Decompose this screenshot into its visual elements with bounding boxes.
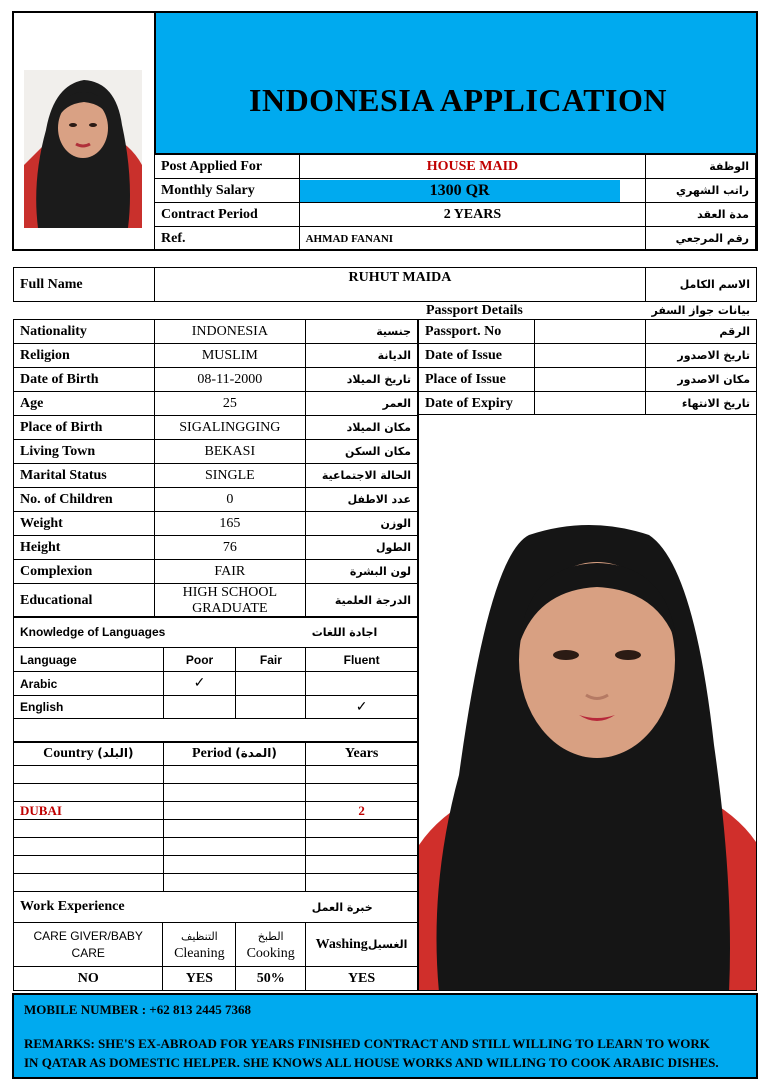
experience-period bbox=[163, 802, 306, 820]
full-name-label-ar: الاسم الكامل bbox=[646, 268, 757, 302]
skills-table bbox=[13, 922, 418, 991]
personal-value: 165 bbox=[154, 512, 306, 536]
experience-years: 2 bbox=[306, 802, 418, 820]
contract-row bbox=[155, 203, 756, 227]
personal-value: BEKASI bbox=[154, 440, 306, 464]
footer-remarks bbox=[12, 993, 758, 1079]
skill-header-cleaning bbox=[163, 923, 236, 967]
experience-years bbox=[306, 856, 418, 874]
experience-country: DUBAI bbox=[14, 802, 164, 820]
mobile-number: MOBILE NUMBER : +62 813 2445 7368 bbox=[24, 1002, 251, 1017]
lang-header-language: Language bbox=[14, 648, 164, 672]
personal-row bbox=[14, 344, 418, 368]
experience-period bbox=[163, 874, 306, 892]
experience-country bbox=[14, 766, 164, 784]
ref-row bbox=[155, 227, 756, 251]
post-value: HOUSE MAID bbox=[299, 155, 646, 179]
personal-label-ar: الحالة الاجتماعية bbox=[306, 464, 418, 488]
post-label-ar: الوظفة bbox=[646, 155, 756, 179]
languages-title: Knowledge of Languages bbox=[14, 617, 306, 648]
lang-name: Arabic bbox=[14, 672, 164, 696]
personal-value: SINGLE bbox=[154, 464, 306, 488]
lang-header-poor: Poor bbox=[163, 648, 236, 672]
experience-row bbox=[14, 874, 418, 892]
personal-row bbox=[14, 320, 418, 344]
experience-row bbox=[14, 802, 418, 820]
experience-country bbox=[14, 874, 164, 892]
skill-washing-ar: الغسيل bbox=[367, 937, 408, 951]
lang-header-fair: Fair bbox=[236, 648, 306, 672]
exp-period-label-ar: (المدة) bbox=[235, 745, 277, 760]
personal-label-ar: الدرجة العلمية bbox=[306, 584, 418, 618]
passport-label-ar: مكان الاصدور bbox=[646, 368, 757, 392]
passport-label-ar: الرقم bbox=[646, 320, 757, 344]
contract-label-ar: مدة العقد bbox=[646, 203, 756, 227]
passport-value bbox=[534, 368, 645, 392]
work-experience-label-ar: خبرة العمل bbox=[306, 892, 418, 923]
personal-label-ar: مكان السكن bbox=[306, 440, 418, 464]
personal-row bbox=[14, 512, 418, 536]
personal-value: HIGH SCHOOL GRADUATE bbox=[154, 584, 306, 618]
personal-row bbox=[14, 368, 418, 392]
experience-years bbox=[306, 766, 418, 784]
personal-table bbox=[13, 319, 418, 618]
passport-title-ar: بيانات جواز السفر bbox=[651, 304, 750, 317]
personal-label-ar: الوزن bbox=[306, 512, 418, 536]
personal-label: Educational bbox=[14, 584, 155, 618]
skill-value-washing: YES bbox=[306, 967, 418, 991]
personal-value: 76 bbox=[154, 536, 306, 560]
exp-country-label: Country bbox=[43, 745, 94, 761]
salary-row bbox=[155, 179, 756, 203]
passport-title: Passport Details bbox=[426, 303, 523, 318]
lang-check-fair bbox=[236, 672, 306, 696]
personal-value: 25 bbox=[154, 392, 306, 416]
passport-label-ar: تاريخ الانتهاء bbox=[646, 392, 757, 416]
passport-value bbox=[534, 320, 645, 344]
personal-row bbox=[14, 536, 418, 560]
salary-label: Monthly Salary bbox=[155, 179, 300, 203]
remarks-line-2: IN QATAR AS DOMESTIC HELPER. SHE KNOWS ALL HOUSE WORKS AND WILLING TO COOK ARABIC DISHES. bbox=[24, 1055, 719, 1070]
personal-value: INDONESIA bbox=[154, 320, 306, 344]
exp-header-years: Years bbox=[306, 742, 418, 766]
experience-row bbox=[14, 856, 418, 874]
ref-label-ar: رقم المرجعي bbox=[646, 227, 756, 251]
skill-cleaning-en: Cleaning bbox=[174, 945, 225, 961]
experience-country bbox=[14, 856, 164, 874]
experience-period bbox=[163, 784, 306, 802]
personal-label-ar: الديانة bbox=[306, 344, 418, 368]
personal-value: 0 bbox=[154, 488, 306, 512]
experience-period bbox=[163, 856, 306, 874]
post-applied-row bbox=[155, 155, 756, 179]
skill-cooking-en: Cooking bbox=[246, 945, 295, 961]
languages-title-table bbox=[13, 616, 418, 648]
personal-label-ar: مكان الميلاد bbox=[306, 416, 418, 440]
experience-row bbox=[14, 820, 418, 838]
personal-label-ar: الطول bbox=[306, 536, 418, 560]
personal-label-ar: جنسية bbox=[306, 320, 418, 344]
passport-value bbox=[534, 344, 645, 368]
passport-row bbox=[419, 344, 757, 368]
skill-cooking-ar: الطبخ bbox=[257, 929, 284, 943]
personal-label: Place of Birth bbox=[14, 416, 155, 440]
skill-header-cooking bbox=[236, 923, 306, 967]
salary-value: 1300 QR bbox=[300, 180, 620, 202]
contract-label: Contract Period bbox=[155, 203, 300, 227]
languages-table bbox=[13, 647, 418, 743]
experience-years bbox=[306, 838, 418, 856]
personal-value: SIGALINGGING bbox=[154, 416, 306, 440]
experience-row bbox=[14, 766, 418, 784]
salary-label-ar: راتب الشهري bbox=[646, 179, 756, 203]
personal-row bbox=[14, 416, 418, 440]
personal-label-ar: العمر bbox=[306, 392, 418, 416]
ref-value: AHMAD FANANI bbox=[299, 227, 646, 251]
personal-label: Height bbox=[14, 536, 155, 560]
passport-label: Date of Expiry bbox=[419, 392, 535, 416]
experience-years bbox=[306, 784, 418, 802]
experience-table bbox=[13, 741, 418, 923]
passport-label-ar: تاريخ الاصدور bbox=[646, 344, 757, 368]
remarks-line-1: REMARKS: SHE'S EX-ABROAD FOR YEARS FINISHED CONTRACT AND STILL WILLING TO LEARN TO WORK bbox=[24, 1036, 710, 1051]
lang-spacer-row bbox=[14, 719, 418, 743]
passport-label: Place of Issue bbox=[419, 368, 535, 392]
personal-label: Age bbox=[14, 392, 155, 416]
lang-check-poor bbox=[163, 696, 236, 719]
work-experience-label: Work Experience bbox=[14, 892, 306, 923]
personal-label: Nationality bbox=[14, 320, 155, 344]
passport-row bbox=[419, 392, 757, 416]
personal-label: Weight bbox=[14, 512, 155, 536]
personal-row bbox=[14, 584, 418, 618]
lang-check-fluent bbox=[306, 672, 418, 696]
exp-period-label: Period bbox=[192, 745, 232, 761]
lang-row-english bbox=[14, 696, 418, 719]
skill-value-cooking: 50% bbox=[236, 967, 306, 991]
personal-row bbox=[14, 392, 418, 416]
experience-period bbox=[163, 766, 306, 784]
personal-value: FAIR bbox=[154, 560, 306, 584]
skill-washing-en: Washing bbox=[315, 936, 368, 952]
ref-label: Ref. bbox=[155, 227, 300, 251]
personal-label-ar: عدد الاطفل bbox=[306, 488, 418, 512]
skill-header-washing bbox=[306, 923, 418, 967]
experience-years bbox=[306, 874, 418, 892]
personal-value: MUSLIM bbox=[154, 344, 306, 368]
experience-country bbox=[14, 784, 164, 802]
applicant-photo-small bbox=[24, 70, 142, 228]
skill-value-cleaning: YES bbox=[163, 967, 236, 991]
full-name-value: RUHUT MAIDA bbox=[154, 268, 645, 302]
skill-cleaning-ar: التنظيف bbox=[180, 929, 218, 943]
lang-row-arabic bbox=[14, 672, 418, 696]
personal-label: No. of Children bbox=[14, 488, 155, 512]
lang-check-fluent: ✓ bbox=[306, 696, 418, 719]
lang-check-fair bbox=[236, 696, 306, 719]
salary-cell bbox=[299, 179, 646, 203]
passport-table bbox=[418, 319, 757, 416]
applicant-photo-large bbox=[418, 414, 757, 991]
experience-country bbox=[14, 838, 164, 856]
exp-header-period bbox=[163, 742, 306, 766]
personal-row bbox=[14, 560, 418, 584]
experience-country bbox=[14, 820, 164, 838]
passport-label: Passport. No bbox=[419, 320, 535, 344]
passport-row bbox=[419, 320, 757, 344]
experience-row bbox=[14, 784, 418, 802]
experience-row bbox=[14, 838, 418, 856]
languages-title-ar: اجادة اللغات bbox=[306, 617, 418, 648]
personal-label: Religion bbox=[14, 344, 155, 368]
experience-years bbox=[306, 820, 418, 838]
header-table bbox=[154, 154, 756, 251]
personal-label: Date of Birth bbox=[14, 368, 155, 392]
lang-name: English bbox=[14, 696, 164, 719]
post-label: Post Applied For bbox=[155, 155, 300, 179]
full-name-table bbox=[13, 267, 757, 302]
personal-label: Marital Status bbox=[14, 464, 155, 488]
personal-row bbox=[14, 464, 418, 488]
skill-header-care: CARE GIVER/BABY CARE bbox=[14, 923, 163, 967]
personal-label-ar: لون البشرة bbox=[306, 560, 418, 584]
lang-check-poor: ✓ bbox=[163, 672, 236, 696]
contract-value: 2 YEARS bbox=[299, 203, 646, 227]
personal-label-ar: تاريخ الميلاد bbox=[306, 368, 418, 392]
experience-period bbox=[163, 820, 306, 838]
personal-label: Complexion bbox=[14, 560, 155, 584]
experience-period bbox=[163, 838, 306, 856]
passport-label: Date of Issue bbox=[419, 344, 535, 368]
personal-value: 08-11-2000 bbox=[154, 368, 306, 392]
personal-row bbox=[14, 440, 418, 464]
personal-row bbox=[14, 488, 418, 512]
passport-value bbox=[534, 392, 645, 416]
page-title: INDONESIA APPLICATION bbox=[249, 82, 667, 118]
lang-header-fluent: Fluent bbox=[306, 648, 418, 672]
personal-label: Living Town bbox=[14, 440, 155, 464]
passport-row bbox=[419, 368, 757, 392]
exp-header-country bbox=[14, 742, 164, 766]
skill-value-care: NO bbox=[14, 967, 163, 991]
full-name-label: Full Name bbox=[14, 268, 155, 302]
exp-country-label-ar: (البلد) bbox=[97, 745, 134, 760]
